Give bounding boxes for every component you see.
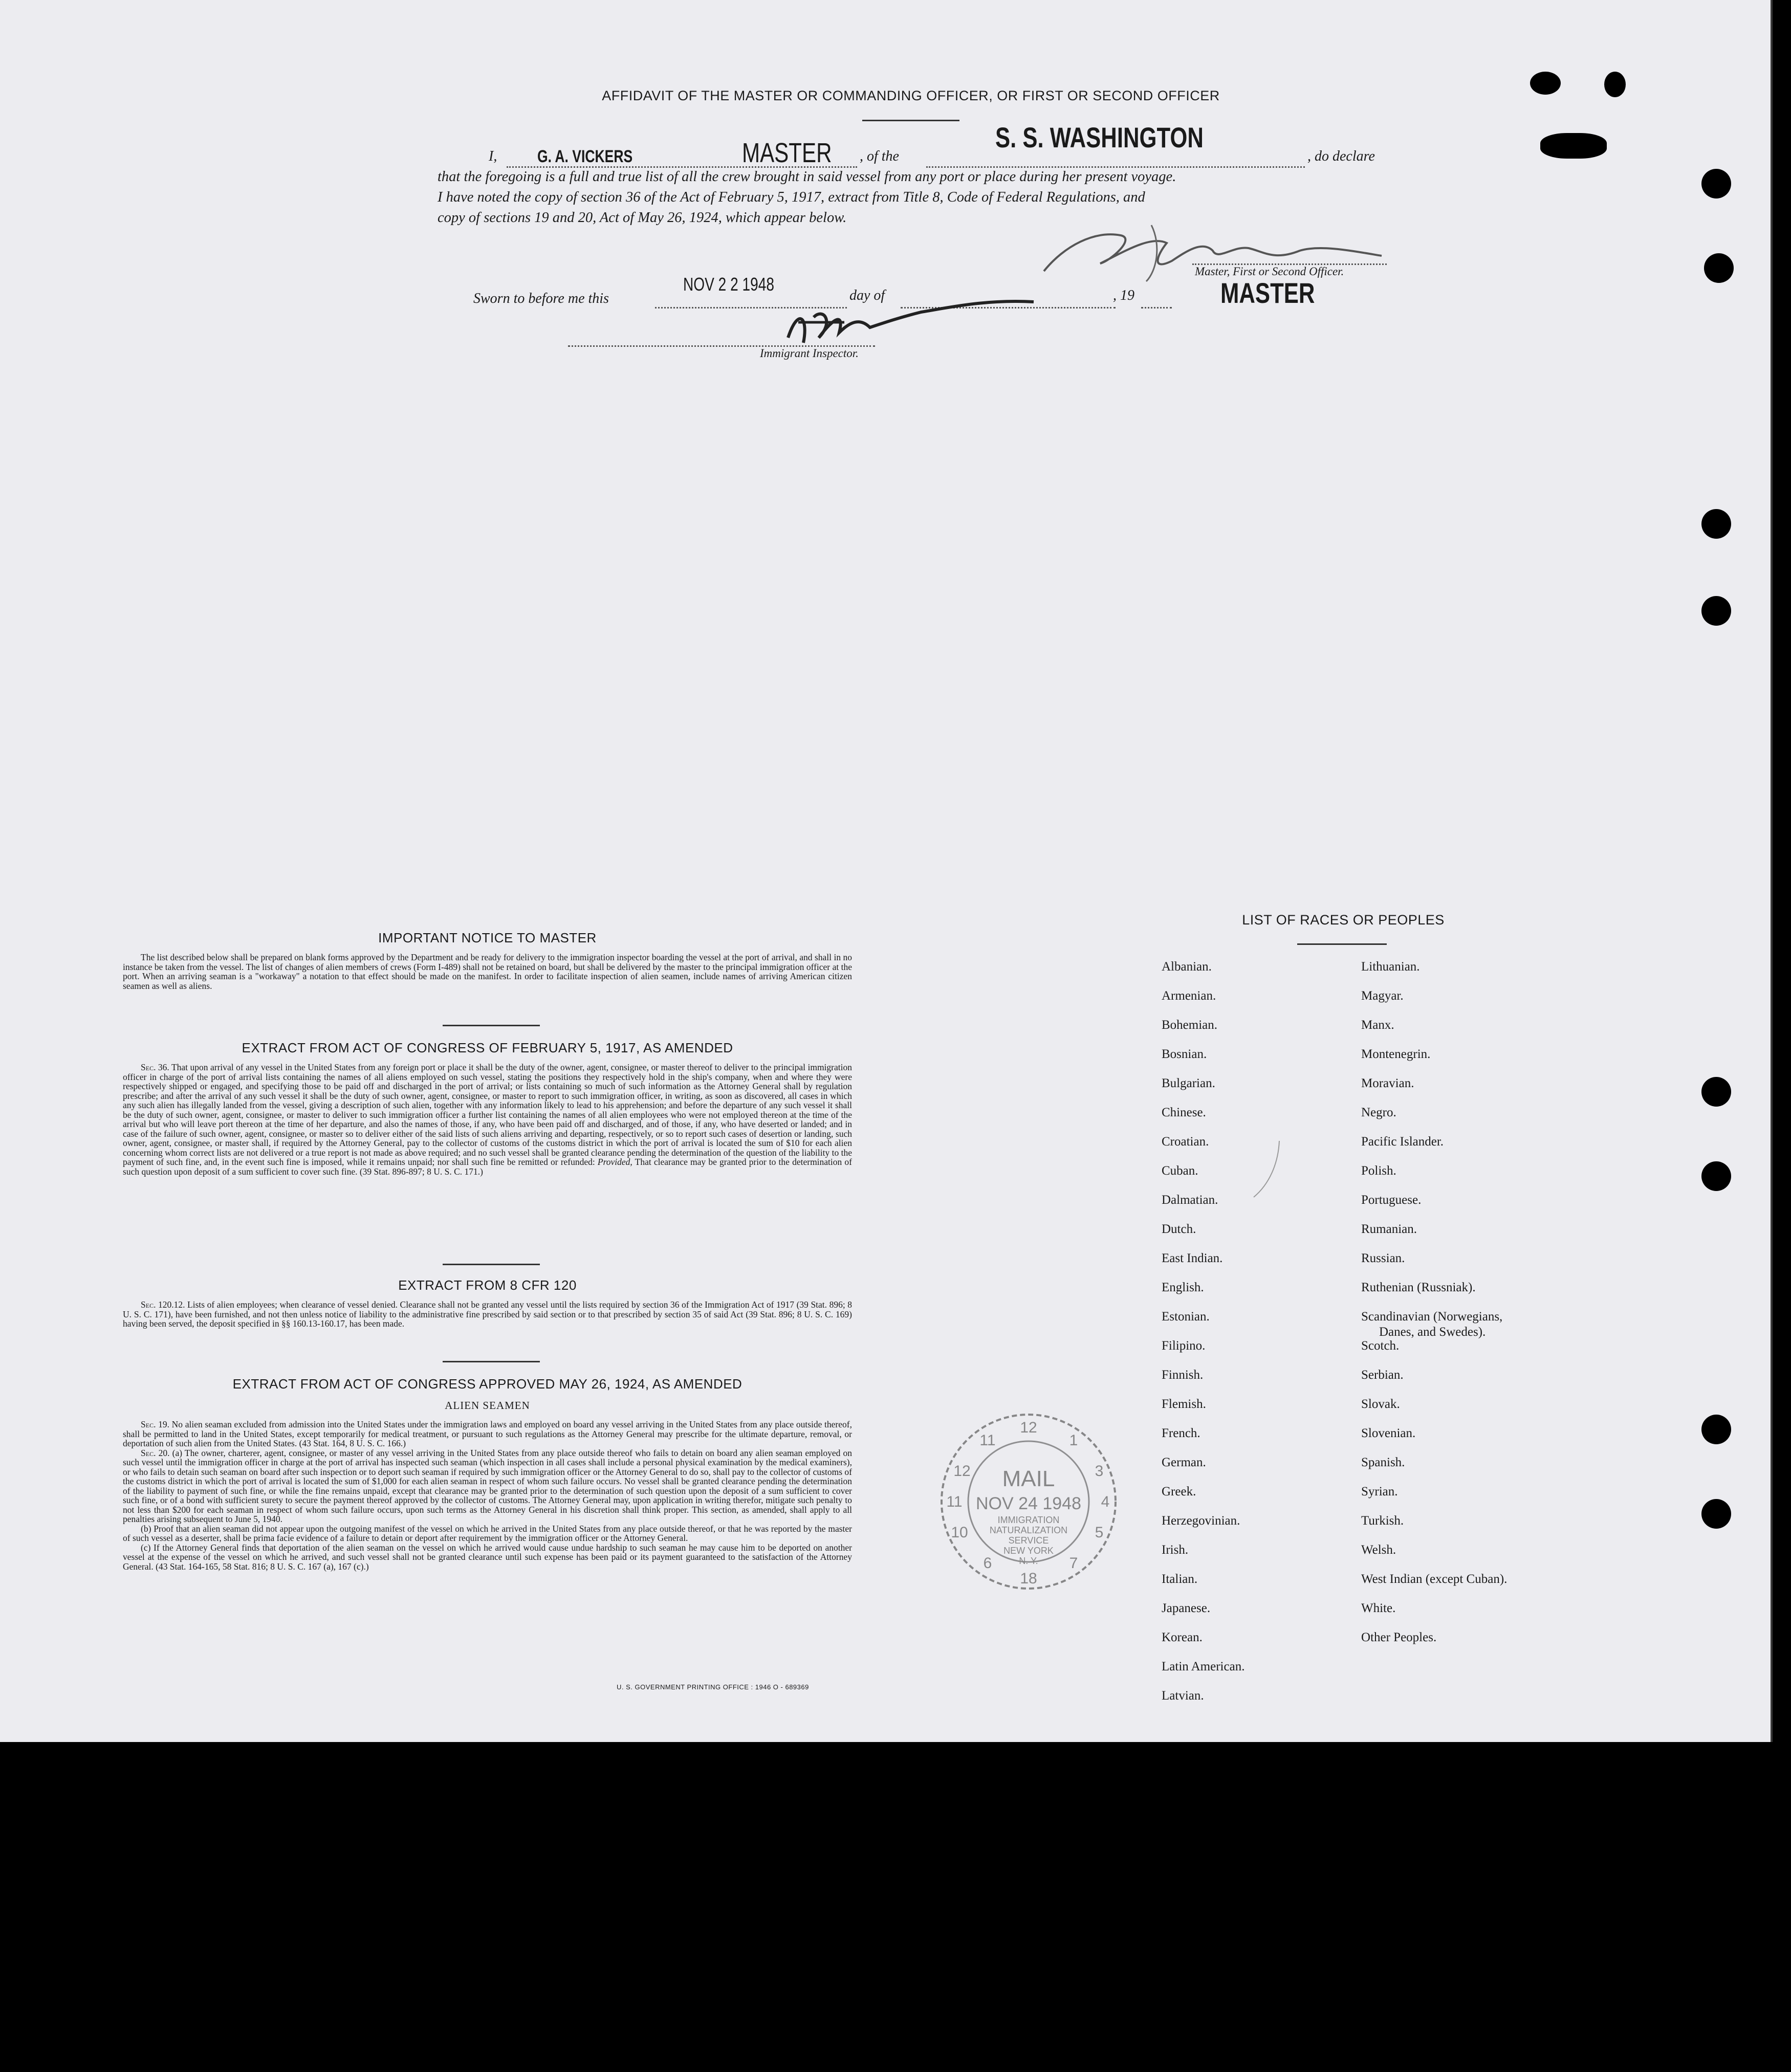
race-item: West Indian (except Cuban). <box>1361 1572 1508 1586</box>
sworn-date: NOV 2 2 1948 <box>683 274 774 295</box>
race-item: Scandinavian (Norwegians, <box>1361 1310 1503 1324</box>
race-item: Ruthenian (Russniak). <box>1361 1281 1476 1294</box>
race-item: Scotch. <box>1361 1339 1400 1353</box>
race-item: English. <box>1162 1281 1204 1294</box>
race-item: Welsh. <box>1361 1543 1396 1557</box>
extract-1924-body <box>123 1420 852 1571</box>
pencil-mark <box>1249 1138 1290 1200</box>
extract-1917-title: EXTRACT FROM ACT OF CONGRESS OF FEBRUARY 5, 1917, AS AMENDED <box>242 1040 733 1055</box>
race-item: Turkish. <box>1361 1514 1404 1528</box>
provided-label: Provided, <box>597 1157 632 1167</box>
of-the-label: , of the <box>860 148 899 164</box>
race-item: Bosnian. <box>1162 1047 1207 1061</box>
race-item: East Indian. <box>1162 1251 1223 1265</box>
vessel-name: S. S. WASHINGTON <box>995 121 1204 153</box>
sec-36-text-end: That clearance may be granted prior to the determination of such question upon deposit of a sum sufficient to cover such fine. (39 Stat. 896-897; 8 U. S. C. 171.) <box>123 1157 853 1177</box>
extract-cfr-title: EXTRACT FROM 8 CFR 120 <box>398 1277 577 1293</box>
race-item: Danes, and Swedes). <box>1379 1325 1486 1339</box>
race-item: Dutch. <box>1162 1222 1196 1236</box>
race-item: Russian. <box>1361 1251 1405 1265</box>
sec-20a-text: (a) The owner, charterer, agent, consignee, or master of any vessel arriving in the United States from any place outside thereof who fails to detain on board any alien seaman employed on such vessel until the immigration officer in charge at the port of arrival has inspected such seaman (which inspection in all cases shall include a personal physical examination by the medical examiners), or who fails to detain such seaman on board after such inspection or to deport such seaman if required by such immigration officer or the Attorney General to do so, shall pay to the collector of customs of the customs district in which the port of arrival is located the sum of $1,000 for each alien seaman in respect of whom such failure occurs. No vessel shall be granted clearance pending the determination of the liability to payment of such fine, or while the fine remains unpaid, except that clearance may be granted prior to the determination of such question upon the deposit of a sum sufficient to cover such fine, or of a bond with sufficient surety to secure the payment thereof approved by the collector of customs. The Attorney General may, upon application in writing therefor, mitigate such penalty to not less than $200 for each seaman in respect of whom such failure occurs, upon such terms as the Attorney General in his discretion shall think proper. This section, as amended, shall apply to all penalties arising subsequent to June 5, 1940. <box>123 1447 852 1524</box>
race-item: Herzegovinian. <box>1162 1514 1240 1528</box>
sec-20a-paragraph <box>123 1448 852 1524</box>
race-item: Montenegrin. <box>1361 1047 1431 1061</box>
vessel-line <box>926 166 1305 168</box>
race-item: Croatian. <box>1162 1135 1209 1149</box>
do-declare-label: , do declare <box>1307 148 1375 164</box>
race-item: Dalmatian. <box>1162 1193 1218 1207</box>
svg-text:7: 7 <box>1069 1555 1078 1572</box>
race-item: Latvian. <box>1162 1689 1204 1703</box>
master-name: G. A. VICKERS <box>537 147 633 166</box>
punch-hole <box>1701 596 1731 626</box>
race-item: Slovenian. <box>1361 1426 1416 1440</box>
mail-stamp <box>936 1409 1121 1594</box>
rank-typed: MASTER <box>742 138 832 168</box>
stamp-line-4: NEW YORK <box>1003 1546 1054 1556</box>
svg-text:11: 11 <box>946 1493 963 1510</box>
sec-20-label: Sec. 20. <box>141 1447 170 1458</box>
punch-hole <box>1701 1415 1731 1444</box>
section-rule <box>443 1025 540 1026</box>
race-item: Syrian. <box>1361 1485 1398 1498</box>
race-item: Finnish. <box>1162 1368 1204 1382</box>
stamp-line-1: IMMIGRATION <box>997 1515 1060 1525</box>
race-item: Armenian. <box>1162 989 1216 1003</box>
race-item: Latin American. <box>1162 1660 1245 1673</box>
race-item: Serbian. <box>1361 1368 1404 1382</box>
sec-36-text: That upon arrival of any vessel in the United States from any foreign port or place it shall be the duty of the owner, agent, consignee, or master thereof to deliver to the principal immigration officer in charge of the port of arrival lists containing the names of all aliens employed on such vessel, stating the positions they respectively hold in the ship's company, when and where they were respectively shipped or engaged, and specifying those to be paid off and discharged in the port of arrival; or lists containing so much of such information as the Attorney General shall by regulation prescribe; and after the arrival of any such vessel it shall be the duty of such owner, agent, consignee, or master to report to such immigration officer, in writing, as soon as discovered, all cases in which any such alien has illegally landed from the vessel, giving a description of such alien, together with any information likely to lead to his apprehension; and before the departure of any such vessel it shall be the duty of such owner, agent, consignee, or master to deliver to such immigration officer a further list containing the names of all alien employees who were not employed thereon at the time of the arrival but who will leave port thereon at the time of her departure, and also the names of those, if any, who have been paid off and discharged, and of those, if any, who have deserted or landed; and in case of the failure of such owner, agent, consignee, or master so to deliver either of the said lists of such aliens arriving and departing, respectively, or so to report such cases of desertion or landing, such owner, agent, consignee, or master shall, if required by the Attorney General, pay to the collector of customs of the customs district in which the port of arrival is located the sum of $10 for each alien concerning whom correct lists are not delivered or a true report is not made as above required; and no such vessel shall be granted clearance pending the determination of the question of the liability to the payment of such fine, and, in the event such fine is imposed, while it remains unpaid; nor shall such fine be remitted or refunded: <box>123 1062 852 1167</box>
race-item: Japanese. <box>1162 1601 1211 1615</box>
notice-text: The list described below shall be prepared on blank forms approved by the Department and be ready for delivery to the immigration inspector boarding the vessel at the port of arrival, and shall in no instance be taken from the vessel. The list of changes of alien members of crews (Form I-489) shall not be retained on board, but shall be delivered by the master to the principal immigration officer at the port. When an arriving seaman is a "workaway" a notation to that effect should be made on the manifest. In order to facilitate inspection of alien seamen, include names of arriving American citizen seamen as well as aliens. <box>123 952 852 991</box>
officer-caption: Master, First or Second Officer. <box>1195 265 1344 278</box>
race-item: Moravian. <box>1361 1076 1414 1090</box>
race-item: White. <box>1361 1601 1396 1615</box>
race-item: Polish. <box>1361 1164 1396 1178</box>
svg-text:5: 5 <box>1095 1524 1104 1541</box>
heading-rule <box>862 120 959 121</box>
punch-hole <box>1704 253 1734 283</box>
ink-blot <box>1604 72 1626 97</box>
race-item: Rumanian. <box>1361 1222 1417 1236</box>
race-item: Negro. <box>1361 1106 1396 1119</box>
race-item: Chinese. <box>1162 1106 1206 1119</box>
punch-hole <box>1701 1077 1731 1107</box>
sec-19-text: No alien seaman excluded from admission into the United States under the immigration laws and employed on board any vessel arriving in the United States from any place outside thereof, shall be permitted to land in the United States, except temporarily for medical treatment, or pursuant to such regulations as the Attorney General may prescribe for the ultimate departure, removal, or deportation of such alien from the United States. (43 Stat. 164, 8 U. S. C. 166.) <box>123 1419 852 1448</box>
affidavit-heading: AFFIDAVIT OF THE MASTER OR COMMANDING OFFICER, OR FIRST OR SECOND OFFICER <box>602 88 1220 103</box>
race-item: Bulgarian. <box>1162 1076 1215 1090</box>
master-typed: MASTER <box>1220 277 1315 309</box>
printer-line: U. S. GOVERNMENT PRINTING OFFICE : 1946 O - 689369 <box>617 1683 809 1691</box>
race-item: German. <box>1162 1456 1206 1469</box>
race-item: French. <box>1162 1426 1200 1440</box>
races-title-rule <box>1297 943 1387 945</box>
sec-20c-paragraph: (c) If the Attorney General finds that deportation of the alien seaman on the vessel on which he arrived would cause undue hardship to such seaman he may cause him to be deported on another vessel at the expense of the vessel on which he arrived, and such vessel shall not be granted clearance until such expense has been paid or its payment guaranteed to the satisfaction of the Attorney General. (43 Stat. 164-165, 58 Stat. 816; 8 U. S. C. 167 (a), 167 (c).) <box>123 1542 852 1572</box>
sec-19-label: Sec. 19. <box>141 1419 169 1429</box>
ink-blot <box>1540 133 1607 159</box>
stamp-line-5: N. Y. <box>1019 1556 1038 1566</box>
stamp-date-text: NOV 24 1948 <box>975 1494 1082 1513</box>
section-rule <box>443 1264 540 1265</box>
ink-blot <box>1530 72 1561 95</box>
extract-1917-text <box>123 1063 852 1176</box>
race-item: Flemish. <box>1162 1397 1206 1411</box>
extract-1924-title: EXTRACT FROM ACT OF CONGRESS APPROVED MAY 26, 1924, AS AMENDED <box>232 1376 742 1392</box>
race-item: Filipino. <box>1162 1339 1206 1353</box>
race-item: Bohemian. <box>1162 1018 1218 1032</box>
race-item: Magyar. <box>1361 989 1404 1003</box>
sworn-label: Sworn to before me this <box>473 291 609 306</box>
year-line <box>1141 307 1172 308</box>
inspector-caption: Immigrant Inspector. <box>760 347 859 360</box>
sec-20b-paragraph: (b) Proof that an alien seaman did not appear upon the outgoing manifest of the vessel on which he arrived in the United States from any place outside thereof, or that he was reported by the master of such vessel as a deserter, shall be prima facie evidence of a failure to detain or deport after requirement by the immigration officer or the Attorney General. <box>123 1523 852 1543</box>
stamp-line-2: NATURALIZATION <box>989 1525 1068 1535</box>
svg-text:3: 3 <box>1095 1463 1104 1480</box>
section-rule <box>443 1361 540 1362</box>
sec-120-text: Lists of alien employees; when clearance of vessel denied. Clearance shall not be granted any vessel until the lists required by section 36 of the Immigration Act of 1917 (39 Stat. 896; 8 U. S. C. 171), have been furnished, and not then unless notice of liability to the administrative fine prescribed by said section or to that prescribed by section 35 of said Act (39 Stat. 896; 8 U. S. C. 169) having been served, the deposit specified in §§ 160.13-160.17, has been made. <box>123 1299 852 1329</box>
race-item: Spanish. <box>1361 1456 1405 1469</box>
svg-text:12: 12 <box>1020 1419 1037 1436</box>
race-item: Greek. <box>1162 1485 1196 1498</box>
race-item: Cuban. <box>1162 1164 1198 1178</box>
punch-hole <box>1701 1499 1731 1529</box>
race-item: Albanian. <box>1162 960 1212 974</box>
svg-text:12: 12 <box>953 1463 971 1480</box>
notice-title: IMPORTANT NOTICE TO MASTER <box>378 930 597 945</box>
svg-text:18: 18 <box>1020 1570 1037 1587</box>
race-item: Korean. <box>1162 1630 1203 1644</box>
affidavit-body-3: copy of sections 19 and 20, Act of May 26, 1924, which appear below. <box>438 210 847 226</box>
punch-hole <box>1701 169 1731 199</box>
svg-text:4: 4 <box>1101 1493 1110 1510</box>
punch-hole <box>1701 1161 1731 1191</box>
svg-text:11: 11 <box>979 1432 996 1449</box>
race-item: Other Peoples. <box>1361 1630 1437 1644</box>
sec-120-label: Sec. 120.12. <box>141 1299 185 1310</box>
race-item: Irish. <box>1162 1543 1189 1557</box>
sec-19-paragraph <box>123 1420 852 1448</box>
stamp-mail-text: MAIL <box>1002 1466 1055 1491</box>
alien-seamen-subtitle: ALIEN SEAMEN <box>445 1399 530 1412</box>
race-item: Portuguese. <box>1361 1193 1422 1207</box>
sec-36-label: Sec. 36. <box>141 1062 169 1072</box>
extract-cfr-text <box>123 1300 852 1329</box>
race-item: Italian. <box>1162 1572 1198 1586</box>
day-of-label: day of <box>849 288 885 303</box>
stamp-line-3: SERVICE <box>1008 1535 1049 1546</box>
race-item: Slovak. <box>1361 1397 1400 1411</box>
year-prefix: , 19 <box>1113 288 1134 303</box>
race-item: Lithuanian. <box>1361 960 1420 974</box>
race-item: Estonian. <box>1162 1310 1210 1324</box>
race-item: Pacific Islander. <box>1361 1135 1444 1149</box>
i-label: I, <box>489 148 497 164</box>
affidavit-body-2: I have noted the copy of section 36 of the Act of February 5, 1917, extract from Title 8, Code of Federal Regulations, and <box>438 189 1145 205</box>
svg-text:6: 6 <box>983 1555 992 1572</box>
race-item: Manx. <box>1361 1018 1394 1032</box>
svg-text:1: 1 <box>1069 1432 1078 1449</box>
svg-text:10: 10 <box>951 1524 968 1541</box>
affidavit-body-1: that the foregoing is a full and true list of all the crew brought in said vessel from any port or place during her present voyage. <box>438 169 1176 185</box>
punch-hole <box>1701 509 1731 539</box>
races-title: LIST OF RACES OR PEOPLES <box>1242 912 1445 928</box>
